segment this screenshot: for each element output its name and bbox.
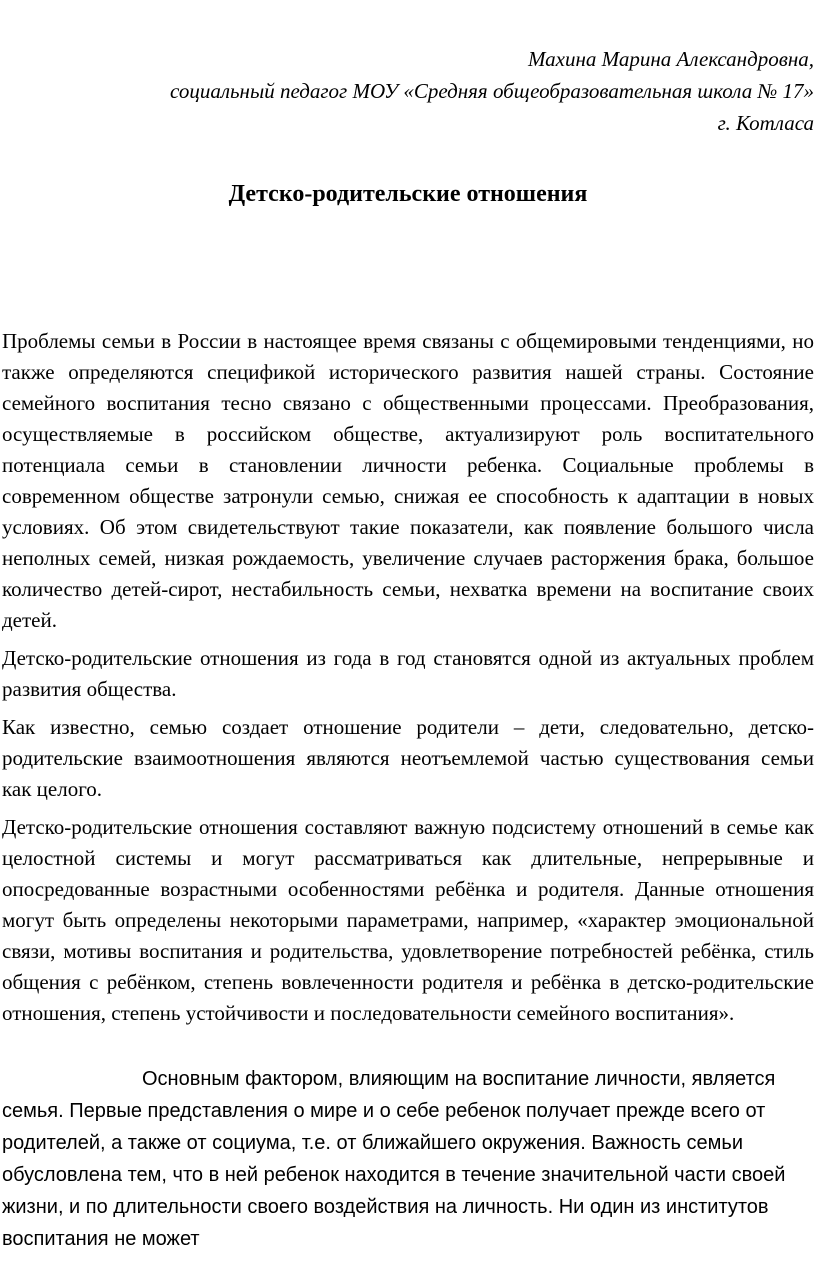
paragraph-text: Основным фактором, влияющим на воспитание личности, является семья. Первые представления о мире и о себе ребенок получает прежде всего от родителей, а также от социума, т.е. от ближайшего окружения. Важность семьи обусловлена тем, что в ней ребенок находится в течение значительной части своей жизни, и по длительности своего воздействия на личность. Ни один из институтов воспитания не может: [2, 1068, 786, 1250]
paragraph: Проблемы семьи в России в настоящее время связаны с общемировыми тенденциями, но также определяются спецификой исторического развития нашей страны. Состояние семейного воспитания тесно связано с общественными процессами. Преобразования, осуществляемые в российском обществе, актуализируют роль воспитательного потенциала семьи в становлении личности ребенка. Социальные проблемы в современном обществе затронули семью, снижая ее способность к адаптации в новых условиях. Об этом свидетельствуют такие показатели, как появление большого числа неполных семей, низкая рождаемость, увеличение случаев расторжения брака, большое количество детей-сирот, нестабильность семьи, нехватка времени на воспитание своих детей.: [2, 329, 814, 632]
author-position: социальный педагог МОУ «Средняя общеобразовательная школа № 17»: [170, 79, 814, 103]
paragraph: Детско-родительские отношения из года в год становятся одной из актуальных проблем развития общества.: [2, 646, 814, 701]
author-city: г. Котласа: [717, 111, 814, 135]
paragraph: Как известно, семью создает отношение родители – дети, следовательно, детско-родительские взаимоотношения являются неотъемлемой частью существования семьи как целого.: [2, 715, 814, 801]
author-block: [0, 43, 814, 139]
paragraph: Детско-родительские отношения составляют важную подсистему отношений в семье как целостной системы и могут рассматриваться как длительные, непрерывные и опосредованные возрастными особенностями ребёнка и родителя. Данные отношения могут быть определены некоторыми параметрами, например, «характер эмоциональной связи, мотивы воспитания и родительства, удовлетворение потребностей ребёнка, стиль общения с ребёнком, степень вовлеченности родителя и ребёнка в детско-родительские отношения, степень устойчивости и последовательности семейного воспитания».: [2, 815, 814, 1025]
document-title: Детско-родительские отношения: [228, 181, 588, 207]
document-body: [2, 326, 814, 1036]
paragraph-indented: [2, 1063, 814, 1255]
author-name: Махина Марина Александровна,: [527, 47, 814, 71]
